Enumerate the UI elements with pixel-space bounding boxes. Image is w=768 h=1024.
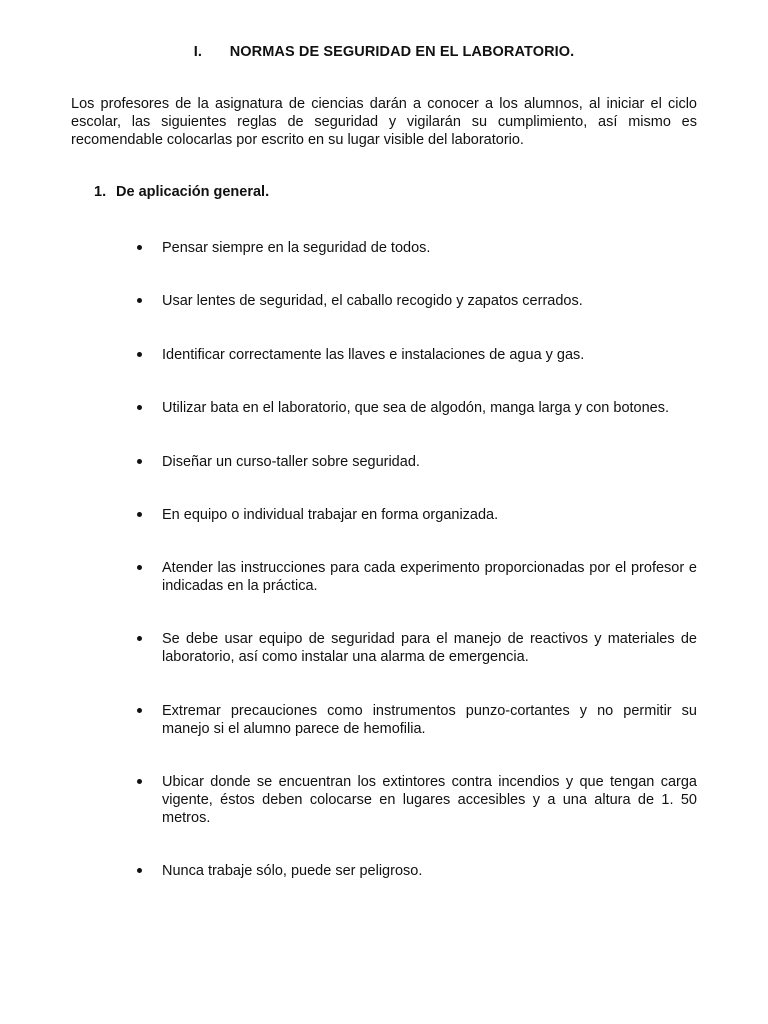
rule-text: Identificar correctamente las llaves e instalaciones de agua y gas. — [162, 347, 585, 363]
rule-text: Utilizar bata en el laboratorio, que sea de algodón, manga larga y con botones. — [162, 400, 670, 416]
rule-text: Extremar precauciones como instrumentos punzo-cortantes y no permitir su manejo si el alumno parece de hemofilia. — [162, 703, 697, 737]
section-heading-text: De aplicación general. — [116, 184, 270, 200]
rule-text: Pensar siempre en la seguridad de todos. — [162, 240, 431, 256]
intro-paragraph: Los profesores de la asignatura de ciencias darán a conocer a los alumnos, al iniciar el ciclo escolar, las siguientes reglas de seguridad y vigilarán su cumplimiento, así mismo es recomendable colocarlas por escrito en su lugar visible del laboratorio. — [71, 96, 697, 148]
rule-text: Atender las instrucciones para cada experimento proporcionadas por el profesor e indicadas en la práctica. — [162, 560, 697, 594]
document-title — [0, 44, 768, 60]
section-number: 1. — [94, 184, 107, 200]
section-heading — [94, 184, 269, 200]
title-number: I. — [193, 44, 202, 60]
bullet-icon — [137, 868, 142, 873]
bullet-icon — [137, 405, 142, 410]
bullet-icon — [137, 779, 142, 784]
bullet-icon — [137, 512, 142, 517]
bullet-icon — [137, 636, 142, 641]
rule-text: Se debe usar equipo de seguridad para el manejo de reactivos y materiales de laboratorio, así como instalar una alarma de emergencia. — [162, 631, 697, 665]
rule-text: Ubicar donde se encuentran los extintores contra incendios y que tengan carga vigente, éstos deben colocarse en lugares accesibles y a una altura de 1. 50 metros. — [162, 774, 697, 826]
bullet-icon — [137, 459, 142, 464]
bullet-icon — [137, 708, 142, 713]
rule-text: Diseñar un curso-taller sobre seguridad. — [162, 454, 420, 470]
rule-text: Usar lentes de seguridad, el caballo recogido y zapatos cerrados. — [162, 293, 583, 309]
bullet-icon — [137, 352, 142, 357]
bullet-icon — [137, 565, 142, 570]
title-text: NORMAS DE SEGURIDAD EN EL LABORATORIO. — [229, 44, 575, 60]
bullet-icon — [137, 245, 142, 250]
rule-text: En equipo o individual trabajar en forma organizada. — [162, 507, 499, 523]
rule-text: Nunca trabaje sólo, puede ser peligroso. — [162, 863, 423, 879]
bullet-icon — [137, 298, 142, 303]
